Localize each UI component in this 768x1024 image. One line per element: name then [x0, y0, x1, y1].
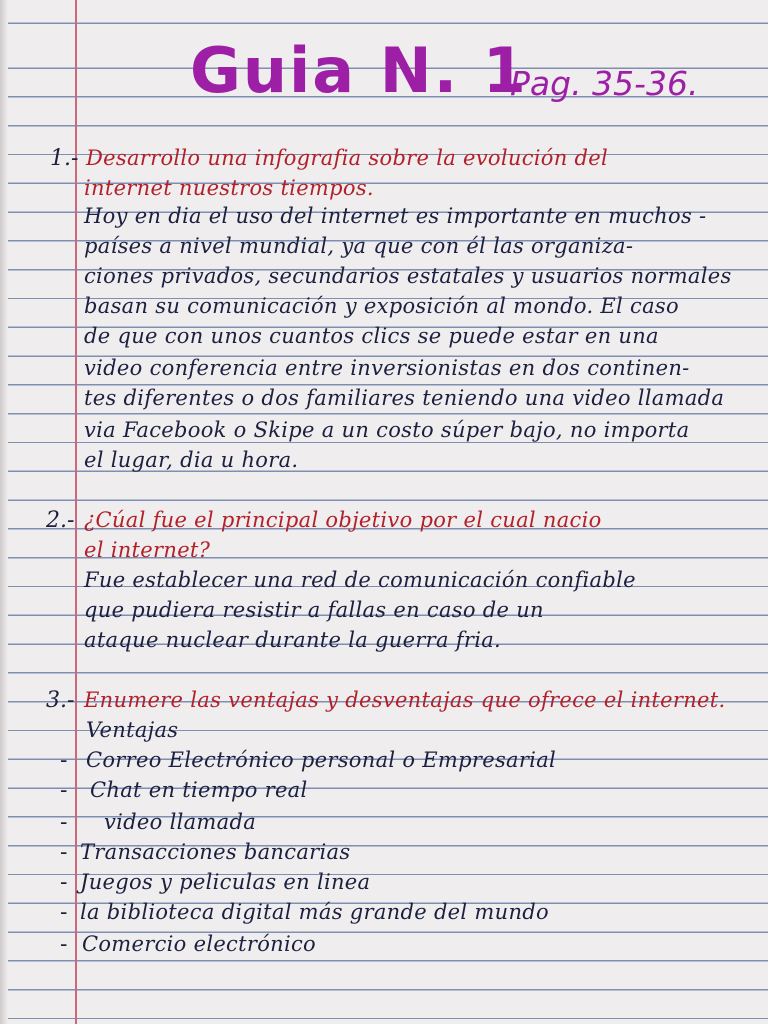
- advantage-item: la biblioteca digital más grande del mundo: [80, 900, 549, 924]
- bullet-dash: -: [60, 900, 68, 925]
- answer-1-line: video conferencia entre inversionistas en dos continen-: [84, 356, 690, 380]
- bullet-dash: -: [60, 778, 68, 803]
- advantages-heading: Ventajas: [86, 718, 179, 742]
- question-1-line: internet nuestros tiempos.: [84, 176, 374, 200]
- question-2-number: 2.-: [46, 508, 75, 533]
- answer-1-line: ciones privados, secundarios estatales y usuarios normales: [84, 264, 732, 288]
- answer-1-line: países a nivel mundial, ya que con él las organiza-: [84, 234, 634, 258]
- page-reference: Pag. 35-36.: [510, 64, 699, 103]
- answer-1-line: basan su comunicación y exposición al mondo. El caso: [84, 294, 679, 318]
- answer-1-line: via Facebook o Skipe a un costo súper bajo, no importa: [84, 418, 690, 442]
- question-1-line: Desarrollo una infografia sobre la evolución del: [86, 146, 609, 170]
- answer-1-line: Hoy en dia el uso del internet es importante en muchos -: [84, 204, 707, 228]
- bullet-dash: -: [60, 932, 68, 957]
- answer-2-line: que pudiera resistir a fallas en caso de un: [84, 598, 544, 622]
- question-3-number: 3.-: [46, 688, 75, 713]
- answer-2-line: ataque nuclear durante la guerra fria.: [84, 628, 502, 652]
- answer-1-line: de que con unos cuantos clics se puede estar en una: [84, 324, 659, 348]
- notebook-spine: [0, 0, 8, 1024]
- question-2-line: ¿Cúal fue el principal objetivo por el cual nacio: [84, 508, 602, 532]
- bullet-dash: -: [60, 810, 68, 835]
- advantage-item: Transacciones bancarias: [80, 840, 351, 864]
- advantage-item: Correo Electrónico personal o Empresarial: [86, 748, 557, 772]
- advantage-item: Chat en tiempo real: [90, 778, 308, 802]
- answer-2-line: Fue establecer una red de comunicación confiable: [84, 568, 636, 592]
- answer-1-line: el lugar, dia u hora.: [84, 448, 299, 472]
- page-title: Guia N. 1: [190, 34, 528, 107]
- question-2-line: el internet?: [84, 538, 211, 562]
- bullet-dash: -: [60, 748, 68, 773]
- advantage-item: Comercio electrónico: [82, 932, 316, 956]
- question-1-number: 1.-: [50, 146, 79, 171]
- advantage-item: Juegos y peliculas en linea: [80, 870, 371, 894]
- advantage-item: video llamada: [104, 810, 257, 834]
- bullet-dash: -: [60, 870, 68, 895]
- answer-1-line: tes diferentes o dos familiares teniendo una video llamada: [84, 386, 725, 410]
- question-3-line: Enumere las ventajas y desventajas que ofrece el internet.: [84, 688, 726, 712]
- bullet-dash: -: [60, 840, 68, 865]
